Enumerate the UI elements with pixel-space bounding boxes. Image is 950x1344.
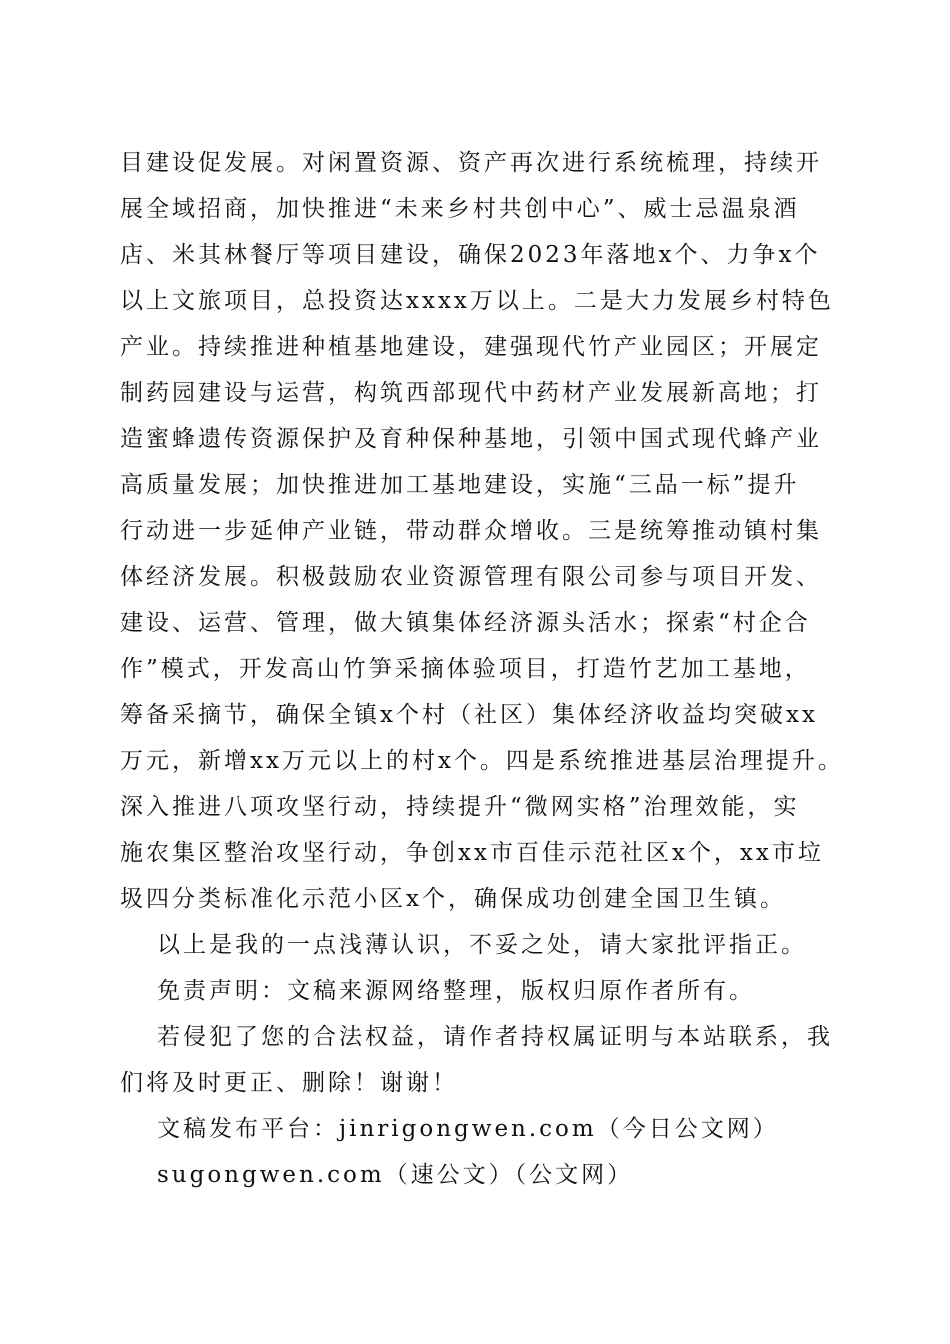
infringement-notice: 若侵犯了您的合法权益，请作者持权属证明与本站联系，我 bbox=[157, 1024, 833, 1050]
publishing-platform: 文稿发布平台：jinrigongwen.com（今日公文网） bbox=[157, 1116, 779, 1142]
body-line: 店、米其林餐厅等项目建设，确保2023年落地x个、力争x个 bbox=[120, 242, 821, 268]
body-line: 造蜜蜂遗传资源保护及育种保种基地，引领中国式现代蜂产业 bbox=[120, 426, 822, 452]
publishing-platform-continued: sugongwen.com（速公文）（公文网） bbox=[157, 1162, 634, 1188]
body-line: 行动进一步延伸产业链，带动群众增收。三是统筹推动镇村集 bbox=[120, 518, 822, 544]
body-line: 圾四分类标准化示范小区x个，确保成功创建全国卫生镇。 bbox=[120, 886, 786, 912]
body-line: 筹备采摘节，确保全镇x个村（社区）集体经济收益均突破xx bbox=[120, 702, 818, 728]
body-line: 深入推进八项攻坚行动，持续提升“微网实格”治理效能，实 bbox=[120, 794, 800, 820]
infringement-notice-continued: 们将及时更正、删除！谢谢！ bbox=[120, 1070, 458, 1096]
body-line: 建设、运营、管理，做大镇集体经济源头活水；探索“村企合 bbox=[120, 610, 811, 636]
body-line: 体经济发展。积极鼓励农业资源管理有限公司参与项目开发、 bbox=[120, 564, 822, 590]
body-line: 以上文旅项目，总投资达xxxx万以上。二是大力发展乡村特色 bbox=[120, 288, 834, 314]
body-line: 展全域招商，加快推进“未来乡村共创中心”、威士忌温泉酒 bbox=[120, 196, 800, 222]
body-line: 产业。持续推进种植基地建设，建强现代竹产业园区；开展定 bbox=[120, 334, 822, 360]
body-line: 施农集区整治攻坚行动，争创xx市百佳示范社区x个，xx市垃 bbox=[120, 840, 824, 866]
body-line: 目建设促发展。对闲置资源、资产再次进行系统梳理，持续开 bbox=[120, 150, 822, 176]
body-line: 高质量发展；加快推进加工基地建设，实施“三品一标”提升 bbox=[120, 472, 800, 498]
body-line: 制药园建设与运营，构筑西部现代中药材产业发展新高地；打 bbox=[120, 380, 822, 406]
disclaimer-text: 免责声明：文稿来源网络整理，版权归原作者所有。 bbox=[157, 978, 755, 1004]
body-line: 万元，新增xx万元以上的村x个。四是系统推进基层治理提升。 bbox=[120, 748, 844, 774]
body-line: 作”模式，开发高山竹笋采摘体验项目，打造竹艺加工基地， bbox=[120, 656, 811, 682]
closing-remark: 以上是我的一点浅薄认识，不妥之处，请大家批评指正。 bbox=[157, 932, 807, 958]
